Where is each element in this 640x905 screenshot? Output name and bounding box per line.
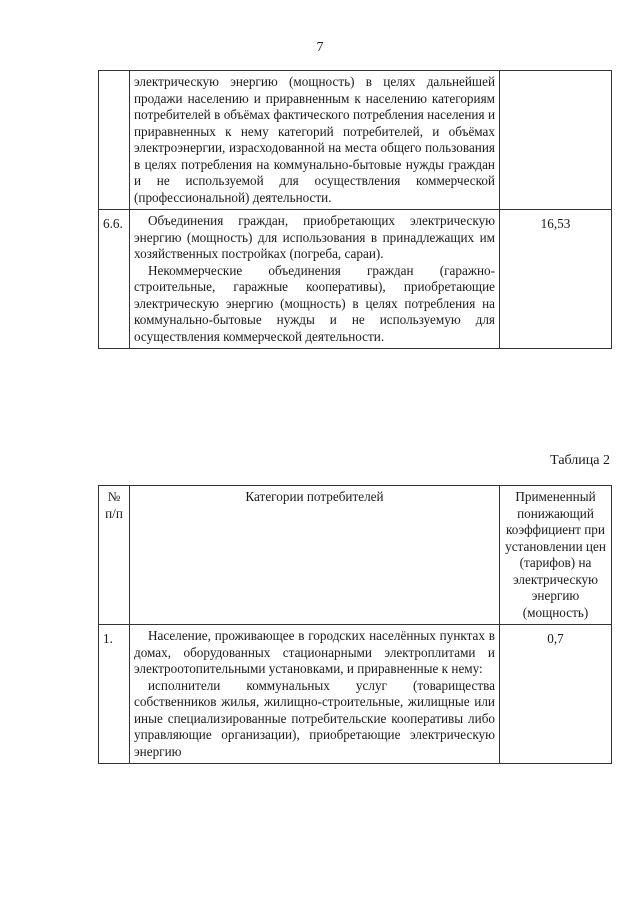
category-paragraph: Объединения граждан, приобретающих электрическую энергию (мощность) для использования в принадлежащих им хозяйственных постройках (погреба, сараи). — [134, 213, 495, 261]
category-cell — [130, 71, 500, 210]
table-row — [99, 210, 612, 349]
value-cell — [500, 71, 612, 210]
number-cell: 1. — [99, 625, 130, 764]
category-paragraph: Население, проживающее в городских населённых пунктах в домах, оборудованных стационарными электроплитами и электроотопительными установками, и приравненные к нему: — [134, 628, 495, 676]
continuation-text: электрическую энергию (мощность) в целях дальнейшей продажи населению и приравненным к населению категориям потребителей в объёмах фактического потребления населения и приравненных к нему категорий потребителей, и объёмах электроэнергии, израсходованной на места общего пользования в целях потребления на коммунально-бытовые нужды граждан и не используемой для осуществления коммерческой (профессиональной) деятельности. — [134, 74, 495, 205]
table-1 — [98, 70, 612, 349]
category-cell — [130, 625, 500, 764]
table-row — [99, 71, 612, 210]
value-cell: 16,53 — [500, 210, 612, 349]
header-coefficient: Примененный понижающий коэффициент при установлении цен (тарифов) на электрическую энергию (мощность) — [500, 486, 612, 625]
value-cell: 0,7 — [500, 625, 612, 764]
number-cell — [99, 71, 130, 210]
header-number: № п/п — [99, 486, 130, 625]
table-caption: Таблица 2 — [550, 453, 610, 468]
table-row — [99, 625, 612, 764]
table-2 — [98, 485, 612, 764]
page-number: 7 — [316, 40, 324, 55]
category-paragraph: Некоммерческие объединения граждан (гаражно-строительные, гаражные кооперативы), приобретающие электрическую энергию (мощность) в целях потребления на коммунально-бытовые нужды и не используемую для осуществления коммерческой деятельности. — [134, 262, 495, 344]
table-header-row — [99, 486, 612, 625]
category-cell — [130, 210, 500, 349]
category-paragraph: исполнители коммунальных услуг (товарищества собственников жилья, жилищно-строительные, жилищные или иные специализированные потребительские кооперативы либо управляющие организации), приобретающие электрическую энергию — [134, 677, 495, 759]
header-category: Категории потребителей — [130, 486, 500, 625]
number-cell: 6.6. — [99, 210, 130, 349]
